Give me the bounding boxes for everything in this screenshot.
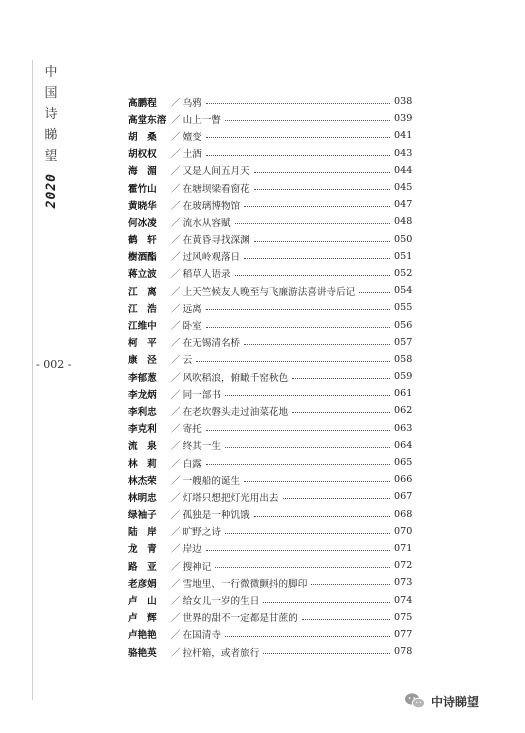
toc-entry	[128, 196, 411, 213]
toc-page-number: 075	[394, 611, 413, 623]
toc-author: 江 离	[128, 286, 157, 298]
toc-entry	[128, 368, 411, 385]
toc-author: 江维中	[128, 321, 157, 333]
toc-entry	[128, 437, 411, 454]
dot-leader	[206, 309, 390, 310]
toc-separator: ／	[171, 235, 181, 247]
toc-title: 风吹稻浪，俯瞰千窑秋色	[182, 372, 289, 384]
toc-title: 过风岭观落日	[182, 252, 241, 264]
dot-leader	[225, 447, 390, 448]
toc-separator: ／	[171, 458, 181, 470]
toc-author: 李郁葱	[128, 372, 157, 384]
table-of-contents	[128, 93, 411, 660]
dot-leader	[206, 550, 390, 551]
watermark	[404, 692, 479, 710]
toc-page-number: 070	[394, 525, 413, 537]
toc-entry	[128, 248, 411, 265]
toc-title: 灯塔只想把灯光用出去	[182, 492, 279, 504]
dot-leader	[263, 602, 390, 603]
dot-leader	[359, 292, 390, 293]
toc-entry	[128, 643, 411, 660]
toc-author: 绿袖子	[128, 510, 157, 522]
toc-page-number: 039	[394, 113, 413, 125]
toc-title: 搜神记	[182, 561, 212, 573]
toc-page-number: 065	[394, 457, 413, 469]
toc-separator: ／	[171, 613, 181, 625]
dot-leader	[263, 653, 390, 654]
toc-author: 骆艳英	[128, 647, 157, 659]
toc-entry	[128, 420, 411, 437]
toc-page-number: 057	[394, 336, 413, 348]
toc-author: 李利忠	[128, 406, 157, 418]
toc-separator: ／	[171, 492, 181, 504]
toc-entry	[128, 506, 411, 523]
toc-page-number: 054	[394, 285, 413, 297]
toc-page-number: 045	[394, 182, 413, 194]
toc-separator: ／	[171, 424, 181, 436]
toc-title: 同一部书	[182, 389, 221, 401]
toc-page-number: 072	[394, 560, 413, 572]
toc-entry	[128, 574, 411, 591]
dot-leader	[254, 189, 390, 190]
toc-separator: ／	[171, 183, 181, 195]
toc-title: 乌鸦	[182, 97, 202, 109]
toc-separator: ／	[171, 321, 181, 333]
toc-author: 霍竹山	[128, 183, 157, 195]
spine-char: 诗	[44, 107, 58, 122]
dot-leader	[254, 172, 390, 173]
wechat-icon	[404, 692, 426, 710]
toc-title: 卧室	[182, 321, 202, 333]
toc-author: 高鹏程	[128, 97, 157, 109]
book-spine-title	[40, 62, 62, 208]
toc-entry	[128, 110, 411, 127]
dot-leader	[206, 327, 390, 328]
toc-title: 拉杆箱，或者旅行	[182, 647, 260, 659]
toc-page-number: 055	[394, 302, 413, 314]
toc-separator: ／	[171, 406, 181, 418]
toc-author: 龙 青	[128, 544, 157, 556]
toc-title: 旷野之诗	[182, 527, 221, 539]
toc-author: 胡权权	[128, 149, 157, 161]
toc-page-number: 044	[394, 164, 413, 176]
toc-author: 鹤 轩	[128, 235, 157, 247]
toc-page-number: 052	[394, 267, 413, 279]
toc-separator: ／	[171, 561, 181, 573]
toc-page-number: 061	[394, 388, 413, 400]
toc-title: 白露	[182, 458, 202, 470]
toc-separator: ／	[171, 527, 181, 539]
dot-leader	[225, 120, 390, 121]
page-number: - 002 -	[36, 358, 72, 371]
toc-entry	[128, 127, 411, 144]
dot-leader	[311, 584, 390, 585]
toc-page-number: 073	[394, 577, 413, 589]
toc-title: 又是人间五月天	[182, 166, 250, 178]
spine-char: 国	[44, 86, 58, 101]
toc-entry	[128, 385, 411, 402]
toc-title: 嬗变	[182, 131, 202, 143]
toc-author: 林 莉	[128, 458, 157, 470]
toc-author: 江 浩	[128, 303, 157, 315]
dot-leader	[244, 481, 390, 482]
toc-entry	[128, 334, 411, 351]
toc-entry	[128, 213, 411, 230]
toc-author: 林明忠	[128, 492, 157, 504]
dot-leader	[225, 636, 390, 637]
toc-author: 路 亚	[128, 561, 157, 573]
toc-page-number: 064	[394, 439, 413, 451]
toc-separator: ／	[171, 578, 181, 590]
spine-char: 中	[44, 65, 58, 80]
spine-year: 2020	[43, 173, 59, 209]
toc-separator: ／	[171, 630, 181, 642]
toc-separator: ／	[171, 355, 181, 367]
toc-separator: ／	[171, 166, 181, 178]
toc-separator: ／	[171, 372, 181, 384]
toc-author: 海 湄	[128, 166, 157, 178]
toc-page-number: 062	[394, 405, 413, 417]
toc-author: 柯 平	[128, 338, 157, 350]
toc-entry	[128, 591, 411, 608]
toc-entry	[128, 299, 411, 316]
toc-author: 黄晓华	[128, 200, 157, 212]
toc-entry	[128, 523, 411, 540]
toc-page-number: 048	[394, 216, 413, 228]
toc-title: 给女儿一岁的生日	[182, 596, 260, 608]
toc-separator: ／	[171, 389, 181, 401]
toc-separator: ／	[171, 286, 181, 298]
toc-title: 在塘坝梁看窗花	[182, 183, 250, 195]
toc-entry	[128, 179, 411, 196]
toc-author: 流 泉	[128, 441, 157, 453]
toc-author: 李克利	[128, 424, 157, 436]
toc-author: 陆 岸	[128, 527, 157, 539]
toc-entry	[128, 488, 411, 505]
dot-leader	[206, 155, 390, 156]
toc-entry	[128, 93, 411, 110]
toc-author: 卢 辉	[128, 613, 157, 625]
watermark-text: 中诗睇望	[431, 694, 480, 709]
toc-title: 终其一生	[182, 441, 221, 453]
toc-title: 孤独是一种饥饿	[182, 510, 250, 522]
dot-leader	[225, 533, 390, 534]
toc-author: 林杰荣	[128, 475, 157, 487]
toc-title: 流水从容赋	[182, 217, 231, 229]
toc-author: 蒋立波	[128, 269, 157, 281]
dot-leader	[196, 361, 390, 362]
toc-separator: ／	[171, 97, 181, 109]
toc-entry	[128, 282, 411, 299]
toc-title: 世界的甜不一定都是甘蔗的	[182, 613, 298, 625]
toc-author: 胡 桑	[128, 131, 157, 143]
toc-author: 卢艳艳	[128, 630, 157, 642]
toc-author: 何冰凌	[128, 217, 157, 229]
toc-page-number: 066	[394, 474, 413, 486]
toc-entry	[128, 231, 411, 248]
toc-title: 云	[182, 355, 193, 367]
toc-page-number: 056	[394, 319, 413, 331]
toc-page-number: 058	[394, 353, 413, 365]
toc-separator: ／	[171, 544, 181, 556]
dot-leader	[254, 241, 390, 242]
toc-page-number: 071	[394, 542, 413, 554]
toc-page-number: 067	[394, 491, 413, 503]
dot-leader	[244, 258, 390, 259]
toc-page-number: 074	[394, 594, 413, 606]
toc-entry	[128, 471, 411, 488]
spine-char: 睇	[44, 128, 58, 143]
toc-separator: ／	[171, 252, 181, 264]
toc-entry	[128, 540, 411, 557]
toc-page-number: 047	[394, 199, 413, 211]
dot-leader	[206, 103, 390, 104]
toc-page-number: 059	[394, 371, 413, 383]
dot-leader	[302, 619, 390, 620]
dot-leader	[235, 223, 390, 224]
dot-leader	[206, 430, 390, 431]
toc-author: 卢 山	[128, 596, 157, 608]
dot-leader	[254, 516, 390, 517]
toc-page-number: 063	[394, 422, 413, 434]
toc-page-number: 050	[394, 233, 413, 245]
dot-leader	[206, 137, 390, 138]
toc-author: 樹酒酯	[128, 252, 157, 264]
dot-leader	[244, 344, 390, 345]
toc-page-number: 078	[394, 646, 413, 658]
toc-entry	[128, 145, 411, 162]
toc-title: 岸边	[182, 544, 202, 556]
toc-page-number: 043	[394, 147, 413, 159]
dot-leader	[235, 275, 390, 276]
dot-leader	[244, 206, 390, 207]
toc-author: 康 泾	[128, 355, 157, 367]
toc-author: 李龙炳	[128, 389, 157, 401]
toc-separator: ／	[171, 269, 181, 281]
toc-title: 在无锡清名桥	[182, 338, 241, 350]
dot-leader	[215, 567, 390, 568]
toc-title: 寄托	[182, 424, 202, 436]
toc-entry	[128, 454, 411, 471]
toc-author: 高堂东溶	[128, 114, 167, 126]
toc-separator: ／	[171, 217, 181, 229]
toc-entry	[128, 557, 411, 574]
dot-leader	[225, 395, 390, 396]
toc-title: 远离	[182, 303, 202, 315]
toc-entry	[128, 609, 411, 626]
toc-page-number: 038	[394, 96, 413, 108]
toc-entry	[128, 402, 411, 419]
dot-leader	[292, 378, 390, 379]
spine-char: 望	[44, 149, 58, 164]
toc-title: 在玻璃博物馆	[182, 200, 241, 212]
toc-page-number: 077	[394, 628, 413, 640]
toc-title: 上天竺候友人晚至与飞廉游法喜讲寺后记	[182, 286, 356, 298]
toc-title: 雪地里、一行微微颤抖的脚印	[182, 578, 308, 590]
toc-entry	[128, 316, 411, 333]
toc-separator: ／	[171, 149, 181, 161]
toc-title: 稻草人语录	[182, 269, 231, 281]
sidebar-rule	[32, 60, 33, 700]
toc-separator: ／	[171, 475, 181, 487]
toc-title: 一艘船的诞生	[182, 475, 241, 487]
toc-page-number: 051	[394, 250, 413, 262]
toc-separator: ／	[171, 596, 181, 608]
toc-separator: ／	[171, 338, 181, 350]
toc-separator: ／	[171, 510, 181, 522]
dot-leader	[283, 498, 390, 499]
toc-title: 在老坎磐头走过油菜花地	[182, 406, 289, 418]
toc-author: 老彦娟	[128, 578, 157, 590]
dot-leader	[206, 464, 390, 465]
toc-separator: ／	[171, 647, 181, 659]
toc-page-number: 041	[394, 130, 413, 142]
toc-entry	[128, 351, 411, 368]
toc-separator: ／	[171, 131, 181, 143]
toc-separator: ／	[171, 303, 181, 315]
toc-entry	[128, 265, 411, 282]
toc-entry	[128, 626, 411, 643]
toc-separator: ／	[171, 441, 181, 453]
toc-separator: ／	[171, 114, 181, 126]
toc-entry	[128, 162, 411, 179]
dot-leader	[292, 412, 390, 413]
toc-page-number: 068	[394, 508, 413, 520]
toc-title: 在国清寺	[182, 630, 221, 642]
toc-title: 山上一瞥	[182, 114, 221, 126]
toc-title: 在黄昏寻找深渊	[182, 235, 250, 247]
toc-separator: ／	[171, 200, 181, 212]
toc-title: 土酒	[182, 149, 202, 161]
